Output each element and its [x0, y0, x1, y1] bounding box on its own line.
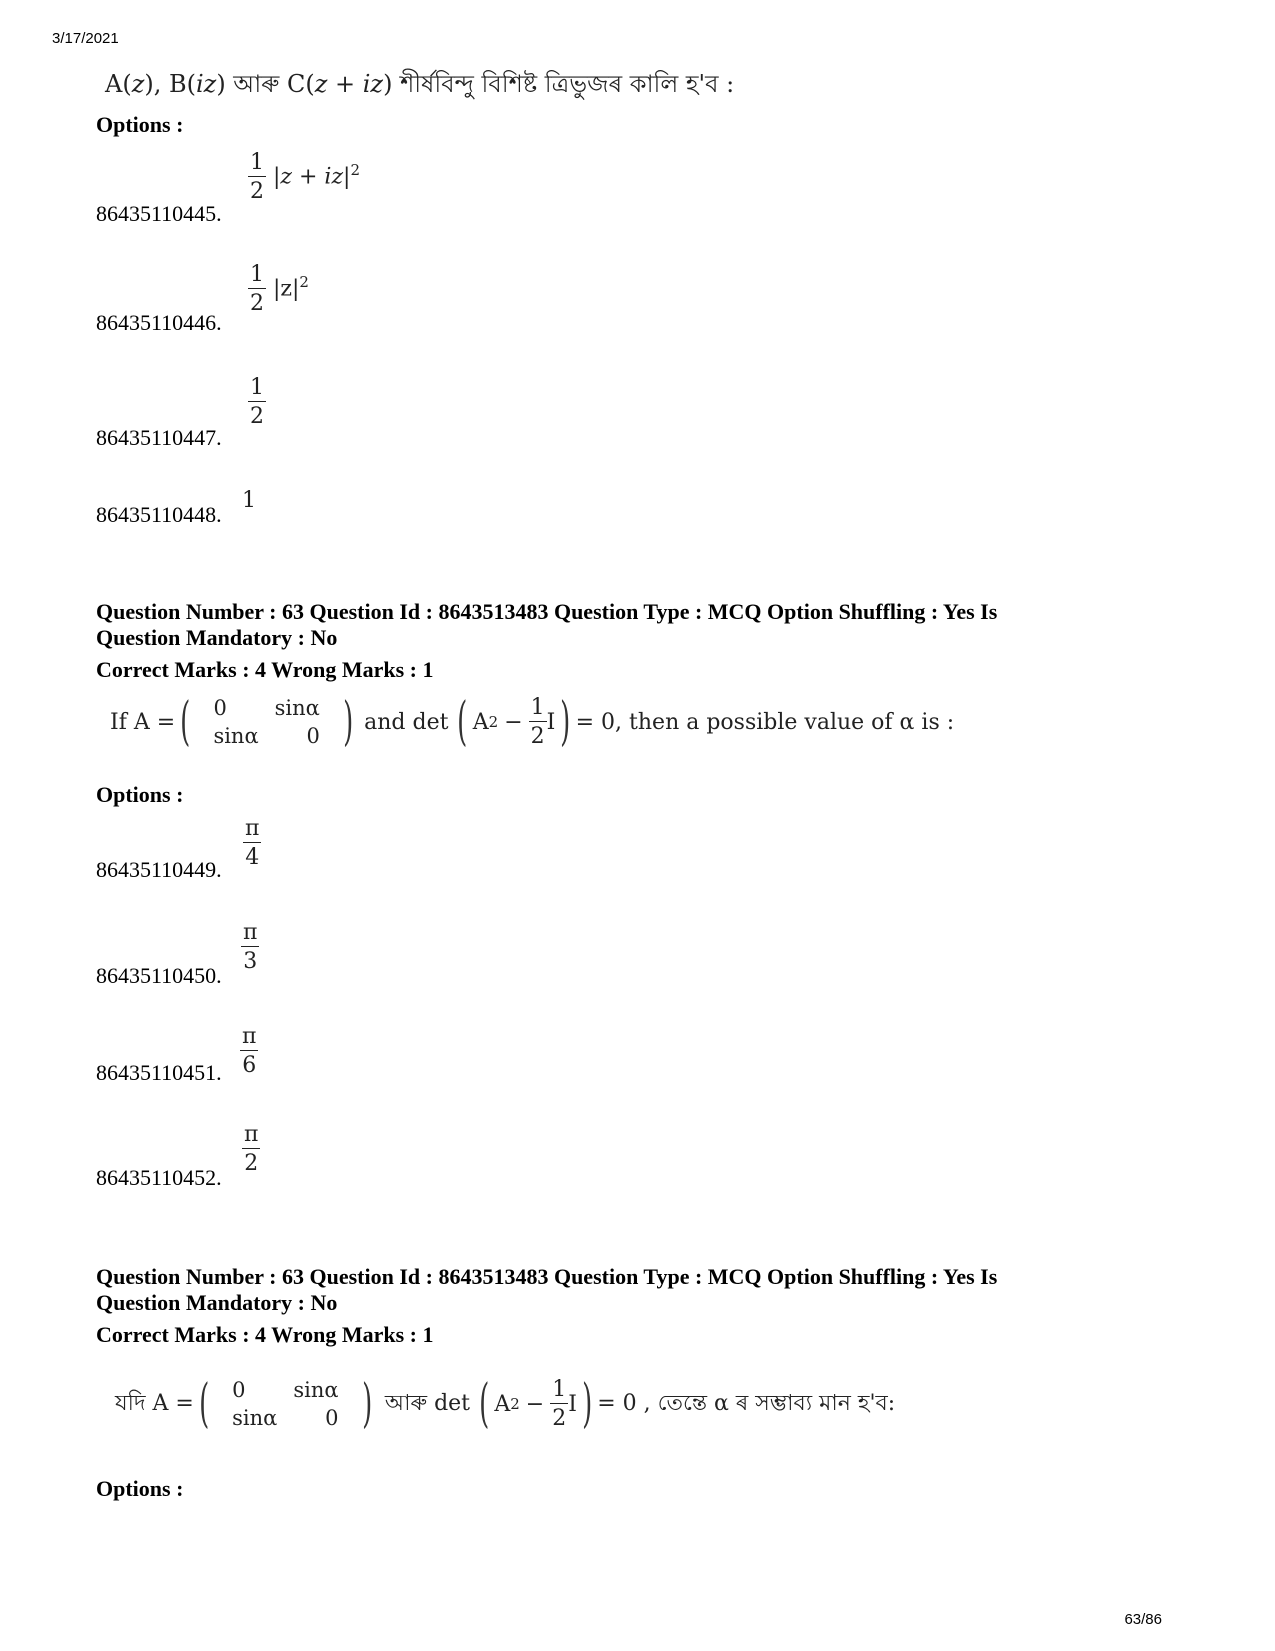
q62-option-4-expr: 1	[242, 488, 256, 513]
q63-en-meta-line2: Question Mandatory : No	[96, 625, 338, 650]
q62-stem: A(z), B(iz) আৰু C(z + iz) শীৰ্ষবিন্দু বিশিষ্ট ত্ৰিভুজৰ কালি হ'ব :	[105, 70, 735, 98]
q63-en-option-id-1: 86435110449.	[96, 857, 222, 882]
q62-option-2-expr: $\frac{1}{2}$ $|z|^2$	[250, 262, 309, 316]
q63-en-option-4-expr: $\frac{\pi}{2}$	[244, 1122, 259, 1176]
q63-as-meta-line1: Question Number : 63 Question Id : 8643513483 Question Type : MCQ Option Shuffling : Yes Is	[96, 1264, 998, 1289]
q63-en-matrix: 0 sinα sinα 0	[213, 696, 320, 748]
q62-option-id-3: 86435110447.	[96, 425, 222, 450]
q63-en-marks: Correct Marks : 4 Wrong Marks : 1	[96, 657, 434, 682]
q63-en-option-1-expr: $\frac{\pi}{4}$	[245, 816, 260, 870]
q62-option-1-expr: $\frac{1}{2}$ $|z + iz|^2$	[250, 150, 361, 204]
q63-en-stem: If A = ( 0 sinα sinα 0 ) and det ( A 2 − $\frac{1}{2}$ I ) = 0, then a possible value of α is :	[110, 692, 955, 752]
q62-option-id-2: 86435110446.	[96, 310, 222, 335]
q63-en-option-3-expr: $\frac{\pi}{6}$	[242, 1024, 257, 1078]
q63-en-option-id-3: 86435110451.	[96, 1060, 222, 1085]
q63-as-marks: Correct Marks : 4 Wrong Marks : 1	[96, 1322, 434, 1347]
print-date: 3/17/2021	[52, 30, 119, 47]
page-number: 63/86	[1124, 1611, 1162, 1628]
q62-options-label: Options :	[96, 112, 184, 137]
q62-option-id-4: 86435110448.	[96, 502, 222, 527]
q63-as-matrix: 0 sinα sinα 0	[232, 1378, 339, 1430]
q63-en-option-id-4: 86435110452.	[96, 1165, 222, 1190]
q63-en-option-2-expr: $\frac{\pi}{3}$	[243, 920, 258, 974]
q62-option-id-1: 86435110445.	[96, 201, 222, 226]
q63-as-meta-line2: Question Mandatory : No	[96, 1290, 338, 1315]
q63-as-stem: যদি A = ( 0 sinα sinα 0 ) আৰু det ( A 2 − $\frac{1}{2}$ I ) = 0 , তেন্তে α ৰ সম্ভাব্য মান হ'ব:	[115, 1374, 896, 1434]
q63-en-options-label: Options :	[96, 782, 184, 807]
q63-en-meta-line1: Question Number : 63 Question Id : 8643513483 Question Type : MCQ Option Shuffling : Yes Is	[96, 599, 998, 624]
q63-en-option-id-2: 86435110450.	[96, 963, 222, 988]
q63-as-options-label: Options :	[96, 1476, 184, 1501]
q62-option-3-expr: $\frac{1}{2}$	[250, 375, 264, 429]
